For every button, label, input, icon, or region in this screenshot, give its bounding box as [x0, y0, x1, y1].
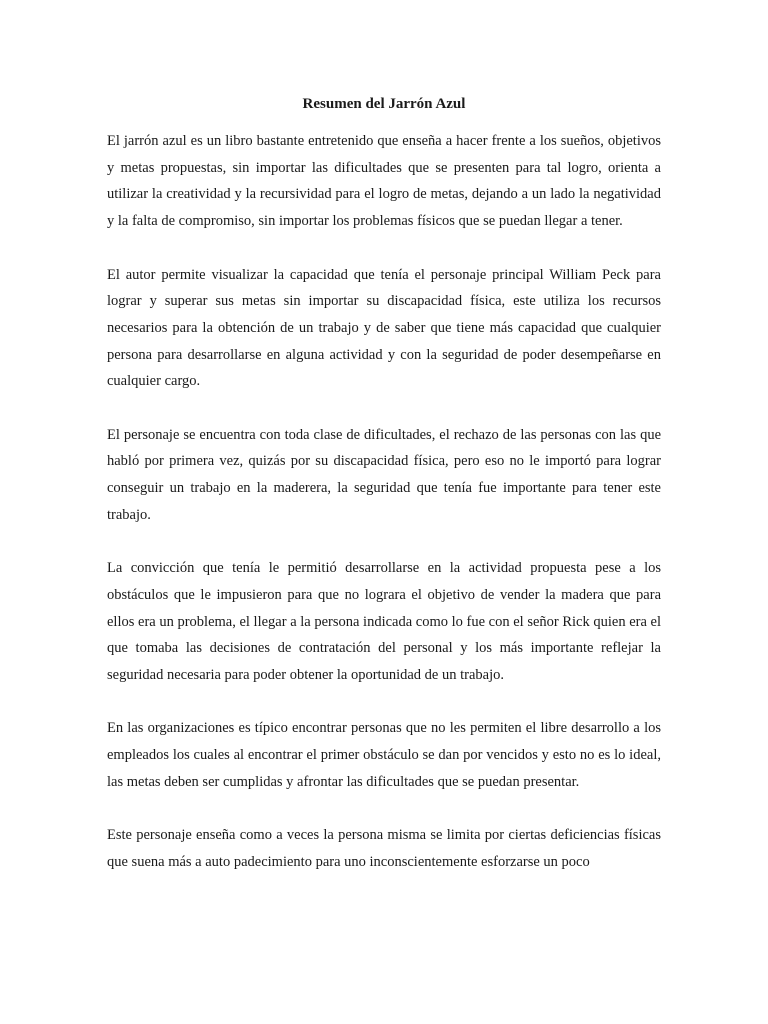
paragraph-1: El jarrón azul es un libro bastante entretenido que enseña a hacer frente a los sueños, objetivos y metas propuestas, sin importar las dificultades que se presenten para tal logro, orienta a utilizar la creatividad y la recursividad para el logro de metas, dejando a un lado la negatividad y la falta de compromiso, sin importar los problemas físicos que se puedan llegar a tener. [107, 133, 661, 230]
paragraph-4: La convicción que tenía le permitió desarrollarse en la actividad propuesta pese a los obstáculos que le impusieron para que no lograra el objetivo de vender la madera que para ellos era un problema, el llegar a la persona indicada como lo fue con el señor Rick quien era el que tomaba las decisiones de contratación del personal y los más importante reflejar la seguridad necesaria para poder obtener la oportunidad de un trabajo. [107, 560, 662, 684]
paragraph-6: Este personaje enseña como a veces la persona misma se limita por ciertas deficiencias físicas que suena más a auto padecimiento para uno inconscientemente esforzarse un poco [107, 827, 661, 870]
paragraph-3: El personaje se encuentra con toda clase de dificultades, el rechazo de las personas con las que habló por primera vez, quizás por su discapacidad física, pero eso no le importó para lograr conseguir un trabajo en la maderera, la seguridad que tenía fue importante para tener este trabajo. [107, 426, 661, 523]
paragraph-5: En las organizaciones es típico encontrar personas que no les permiten el libre desarrollo a los empleados los cuales al encontrar el primer obstáculo se dan por vencidos y esto no es lo ideal, las metas deben ser cumplidas y afrontar las dificultades que se puedan presentar. [107, 720, 661, 790]
paragraph-2: El autor permite visualizar la capacidad que tenía el personaje principal William Peck para lograr y superar sus metas sin importar su discapacidad física, este utiliza los recursos necesarios para la obtención de un trabajo y de saber que tiene más capacidad que cualquier persona para desarrollarse en alguna actividad y con la seguridad de poder desempeñarse en cualquier cargo. [107, 266, 661, 390]
document-title: Resumen del Jarrón Azul [302, 96, 466, 112]
